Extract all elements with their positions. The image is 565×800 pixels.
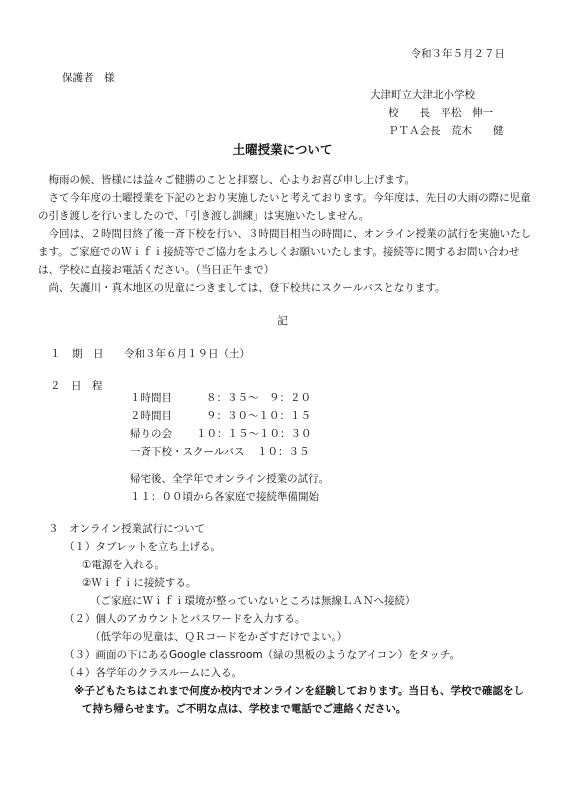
schedule-label: 帰りの会 xyxy=(130,428,172,440)
schedule-note: １１：００頃から各家庭で接続準備開始 xyxy=(130,491,319,503)
addressee: 保護者 様 xyxy=(62,72,115,84)
item1-label: 期 日 xyxy=(72,348,104,360)
step-text: （１）タブレットを立ち上げる。 xyxy=(64,541,221,553)
body-paragraph: 今回は、２時間目終了後一斉下校を行い、３時間目相当の時間に、オンライン授業の試行を実施いたします。ご家庭でのＷｉｆｉ接続等でご協力をよろしくお願いいたします。接続等に関するお問い合わせは、学校に直接お電話ください。（当日正午まで） xyxy=(38,228,532,276)
step-text: （低学年の児童は、ＱＲコードをかざすだけでよい。） xyxy=(90,631,348,643)
bold-note-line: ※子どもたちはこれまで何度か校内でオンラインを経験しております。当日も、学校で確認をし xyxy=(74,685,525,697)
schedule-note: 帰宅後、全学年でオンライン授業の試行。 xyxy=(130,473,330,485)
body-paragraph: 尚、矢護川・真木地区の児童につきましては、登下校共にスクールバスとなります。 xyxy=(38,282,446,294)
schedule-time: ８：３５～ ９：２０ xyxy=(206,392,311,404)
body-paragraph: さて今年度の土曜授業を下記のとおり実施したいと考えております。今年度は、先日の大雨の際に児童の引き渡しを行いましたので、「引き渡し訓練」は実施いたしません。 xyxy=(38,192,531,222)
schedule-time: ９：３０～１０：１５ xyxy=(206,410,311,422)
step-text: ①電源を入れる。 xyxy=(82,559,165,571)
ki-marker: 記 xyxy=(277,315,288,327)
bold-note-line: て持ち帰らせます。ご不明な点は、学校まで電話でご連絡ください。 xyxy=(82,703,407,715)
step-text: （２）個人のアカウントとパスワードを入力する。 xyxy=(64,613,306,625)
schedule-time: １０：３５ xyxy=(257,446,310,458)
step-text: （３）画面の下にあるGoogle classroom（緑の黒板のようなアイコン）をタッチ。 xyxy=(64,649,460,661)
sender-school: 大津町立大津北小学校 xyxy=(370,89,475,101)
item3-heading: ３ オンライン授業試行について xyxy=(48,523,205,535)
document-date: 令和３年５月２７日 xyxy=(410,48,505,60)
schedule-label: １時間目 xyxy=(130,392,172,404)
step-text: （４）各学年のクラスルームに入る。 xyxy=(64,667,243,679)
body-paragraph: 梅雨の候、皆様には益々ご健勝のことと拝察し、心よりお喜び申し上げます。 xyxy=(38,174,416,186)
item1-value: 令和３年６月１９日（土） xyxy=(124,348,250,360)
step-text: （ご家庭にＷｉｆｉ環境が整っていないところは無線ＬＡＮへ接続） xyxy=(90,595,416,607)
schedule-label: 一斉下校・スクールバス xyxy=(130,446,245,458)
document-title: 土曜授業について xyxy=(232,142,333,157)
schedule-label: ２時間目 xyxy=(130,410,172,422)
item2-heading: ２ 日 程 xyxy=(50,380,103,392)
body-text xyxy=(38,171,538,297)
sender-pta: ＰＴＡ会長 荒木 健 xyxy=(388,125,504,137)
step-text: ②Ｗｉｆｉに接続する。 xyxy=(82,577,197,589)
schedule-time: １０：１５～１０：３０ xyxy=(196,428,312,440)
sender-block xyxy=(370,86,504,140)
sender-principal: 校 長 平松 伸一 xyxy=(388,107,493,119)
item1-number: １ xyxy=(50,348,61,360)
